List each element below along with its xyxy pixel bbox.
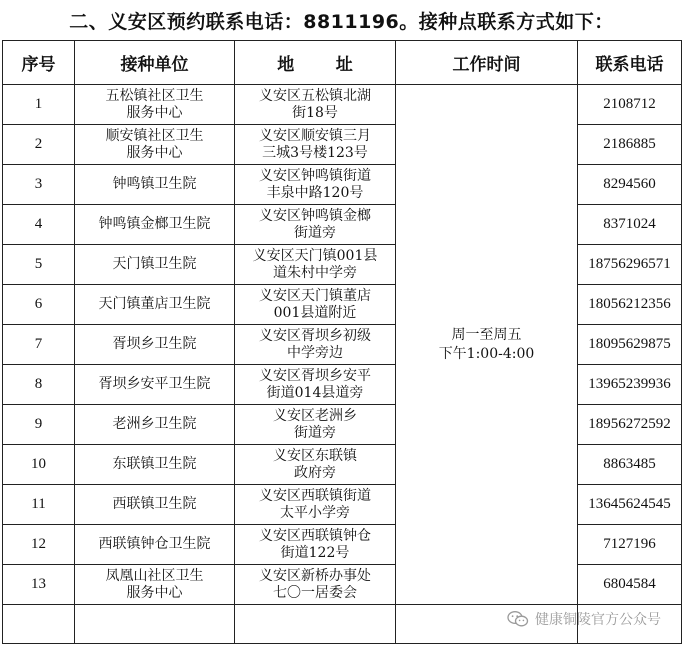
row-address	[235, 85, 396, 125]
row-phone: 18956272592	[578, 405, 682, 445]
row-unit-line1: 顺安镇社区卫生	[105, 127, 204, 144]
page-title: 二、义安区预约联系电话：8811196。接种点联系方式如下：	[69, 10, 614, 33]
row-unit	[75, 485, 235, 525]
row-address-line2: 道朱村中学旁	[273, 264, 357, 281]
row-phone: 18756296571	[578, 245, 682, 285]
row-unit-line2: 服务中心	[126, 104, 183, 121]
row-unit-line1: 西联镇卫生院	[112, 496, 197, 512]
wechat-icon	[507, 610, 529, 628]
row-index: 8	[3, 365, 75, 405]
row-index: 13	[3, 565, 75, 605]
row-address-line1: 义安区胥坝乡安平	[259, 367, 371, 384]
row-unit-line1: 西联镇钟仓卫生院	[98, 536, 211, 552]
empty-cell	[235, 605, 396, 644]
row-index: 6	[3, 285, 75, 325]
row-address-line1: 义安区老洲乡	[273, 407, 357, 424]
row-address	[235, 285, 396, 325]
table-row	[3, 125, 682, 165]
row-unit	[75, 445, 235, 485]
row-address-line1: 义安区五松镇北湖	[259, 87, 371, 104]
row-unit	[75, 165, 235, 205]
empty-cell	[75, 605, 235, 644]
row-index: 2	[3, 125, 75, 165]
row-phone: 2108712	[578, 85, 682, 125]
row-address-line2: 街道122号	[280, 544, 350, 561]
row-address-line2: 中学旁边	[287, 344, 343, 361]
header-address	[235, 41, 396, 85]
row-unit-line1: 钟鸣镇金榔卫生院	[98, 216, 211, 232]
row-address-line1: 义安区西联镇钟仓	[259, 527, 371, 544]
row-unit-line1: 天门镇卫生院	[112, 256, 197, 272]
row-unit-line1: 东联镇卫生院	[112, 456, 197, 472]
row-address-line1: 义安区东联镇	[273, 447, 357, 464]
row-index: 5	[3, 245, 75, 285]
row-address-line1: 义安区西联镇街道	[259, 487, 371, 504]
header-address-part2: 址	[335, 55, 353, 75]
row-unit-line1: 老洲乡卫生院	[112, 416, 197, 432]
watermark-text: 健康铜陵官方公众号	[535, 612, 661, 628]
row-address	[235, 405, 396, 445]
work-hours-cell	[396, 85, 578, 605]
row-address-line2: 001县道附近	[273, 304, 357, 321]
clinic-table	[2, 40, 682, 644]
row-index: 12	[3, 525, 75, 565]
row-phone: 18095629875	[578, 325, 682, 365]
row-index: 3	[3, 165, 75, 205]
row-unit	[75, 245, 235, 285]
row-address-line1: 义安区天门镇001县	[252, 247, 378, 264]
row-address-line2: 街道旁	[294, 224, 336, 241]
row-phone: 18056212356	[578, 285, 682, 325]
row-address	[235, 245, 396, 285]
row-phone: 6804584	[578, 565, 682, 605]
row-unit-line1: 钟鸣镇卫生院	[112, 176, 197, 192]
watermark	[507, 609, 661, 629]
row-unit-line2: 服务中心	[126, 584, 183, 601]
row-phone: 8371024	[578, 205, 682, 245]
empty-cell	[3, 605, 75, 644]
row-address	[235, 125, 396, 165]
row-phone: 8863485	[578, 445, 682, 485]
row-index: 9	[3, 405, 75, 445]
table-row	[3, 525, 682, 565]
row-phone: 2186885	[578, 125, 682, 165]
row-phone: 13645624545	[578, 485, 682, 525]
row-unit	[75, 125, 235, 165]
row-address	[235, 445, 396, 485]
row-address-line2: 丰泉中路120号	[266, 184, 364, 201]
table-row	[3, 365, 682, 405]
row-phone: 7127196	[578, 525, 682, 565]
table-row	[3, 445, 682, 485]
row-unit	[75, 205, 235, 245]
header-address-part1: 地	[277, 55, 295, 75]
row-phone: 13965239936	[578, 365, 682, 405]
row-phone: 8294560	[578, 165, 682, 205]
row-unit-line1: 凤凰山社区卫生	[105, 567, 204, 584]
row-unit	[75, 405, 235, 445]
row-address	[235, 165, 396, 205]
row-unit-line2: 服务中心	[126, 144, 183, 161]
table-header-row	[3, 41, 682, 85]
row-address	[235, 365, 396, 405]
row-index: 10	[3, 445, 75, 485]
header-hours: 工作时间	[396, 41, 578, 85]
row-address	[235, 485, 396, 525]
row-address-line1: 义安区天门镇董店	[259, 287, 371, 304]
row-address-line1: 义安区钟鸣镇街道	[259, 167, 371, 184]
header-unit: 接种单位	[75, 41, 235, 85]
row-unit	[75, 85, 235, 125]
table-row	[3, 485, 682, 525]
work-hours-days: 周一至周五	[451, 326, 522, 343]
row-index: 11	[3, 485, 75, 525]
row-address-line1: 义安区胥坝乡初级	[259, 327, 371, 344]
table-row	[3, 285, 682, 325]
row-address-line2: 街18号	[292, 104, 338, 121]
row-unit-line1: 天门镇董店卫生院	[98, 296, 211, 312]
table-row	[3, 405, 682, 445]
row-address-line2: 太平小学旁	[280, 504, 350, 521]
row-address-line2: 街道旁	[294, 424, 336, 441]
row-index: 4	[3, 205, 75, 245]
table-row	[3, 205, 682, 245]
row-address	[235, 325, 396, 365]
row-address	[235, 205, 396, 245]
row-address-line2: 街道014县道旁	[266, 384, 364, 401]
row-unit	[75, 565, 235, 605]
row-unit	[75, 325, 235, 365]
row-unit-line1: 胥坝乡卫生院	[112, 336, 197, 352]
row-address-line2: 七〇一居委会	[273, 584, 357, 601]
table-row	[3, 325, 682, 365]
row-address	[235, 525, 396, 565]
row-unit-line1: 五松镇社区卫生	[105, 87, 204, 104]
work-hours-time: 下午1:00-4:00	[438, 345, 535, 362]
row-unit-line1: 胥坝乡安平卫生院	[98, 376, 211, 392]
row-unit	[75, 285, 235, 325]
row-address-line2: 三城3号楼123号	[262, 144, 368, 161]
row-address-line2: 政府旁	[294, 464, 336, 481]
row-index: 1	[3, 85, 75, 125]
table-row	[3, 245, 682, 285]
header-index: 序号	[3, 41, 75, 85]
table-row	[3, 85, 682, 125]
row-address	[235, 565, 396, 605]
table-row	[3, 165, 682, 205]
row-unit	[75, 525, 235, 565]
row-address-line1: 义安区钟鸣镇金榔	[259, 207, 371, 224]
row-index: 7	[3, 325, 75, 365]
row-unit	[75, 365, 235, 405]
header-phone: 联系电话	[578, 41, 682, 85]
table-row	[3, 565, 682, 605]
row-address-line1: 义安区新桥办事处	[259, 567, 371, 584]
row-address-line1: 义安区顺安镇三月	[259, 127, 371, 144]
